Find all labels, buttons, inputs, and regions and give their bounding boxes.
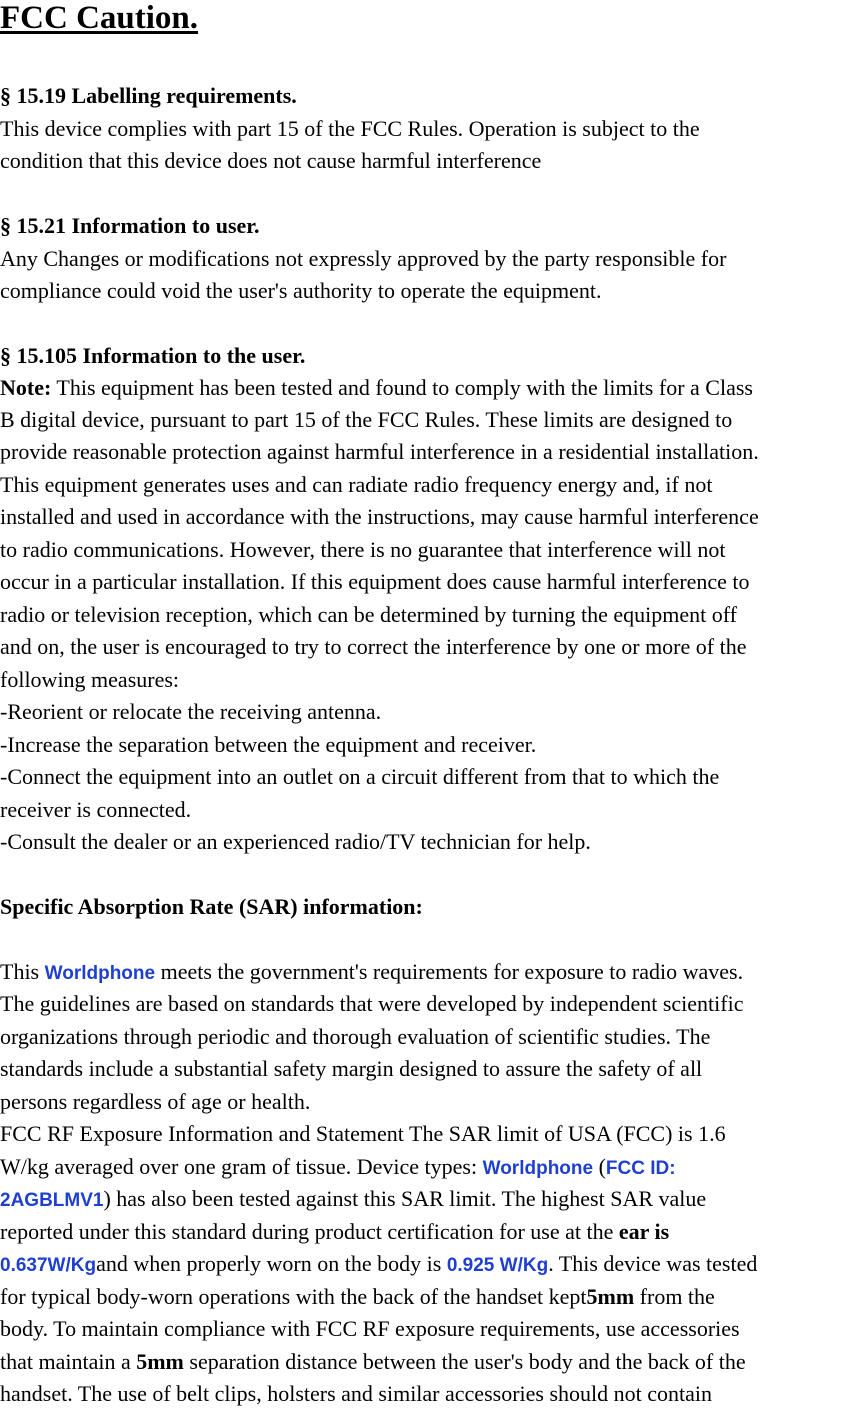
measure-item: -Consult the dealer or an experienced radio/TV technician for help. — [0, 829, 591, 854]
note-body-line: installed and used in accordance with the instructions, may cause harmful interference — [0, 504, 759, 529]
section-15-105-heading: § 15.105 Information to the user. — [0, 343, 306, 368]
sar-line: The guidelines are based on standards that were developed by independent scientific — [0, 991, 744, 1016]
distance-value: 5mm — [136, 1349, 184, 1374]
sar-line — [0, 1281, 715, 1313]
sar-text: ) has also been tested against this SAR limit. The highest SAR value — [103, 1186, 707, 1211]
fcc-id-value: 2AGBLMV1 — [0, 1190, 104, 1211]
ear-sar-value: 0.637W/Kg — [0, 1255, 97, 1276]
brand-name: Worldphone — [44, 963, 156, 984]
body-sar-value: 0.925 W/Kg — [446, 1255, 549, 1276]
note-body-line: provide reasonable protection against harmful interference in a residential installation. — [0, 439, 759, 464]
sar-text: and when properly worn on the body is — [96, 1251, 447, 1276]
section-15-21-heading: § 15.21 Information to user. — [0, 213, 260, 238]
sar-text: that maintain a — [0, 1349, 137, 1374]
note-body-line: and on, the user is encouraged to try to correct the interference by one or more of the — [0, 634, 747, 659]
distance-value: 5mm — [586, 1284, 635, 1309]
sar-text: . This device was tested — [548, 1251, 758, 1276]
sar-text: This — [0, 959, 45, 984]
sar-heading: Specific Absorption Rate (SAR) information: — [0, 894, 423, 919]
note-body-line: This equipment generates uses and can radiate radio frequency energy and, if not — [0, 472, 713, 497]
section-15-19-line: This device complies with part 15 of the FCC Rules. Operation is subject to the — [0, 116, 700, 141]
sar-line: body. To maintain compliance with FCC RF exposure requirements, use accessories — [0, 1316, 740, 1341]
measure-item: receiver is connected. — [0, 797, 192, 822]
measure-item: -Reorient or relocate the receiving antenna. — [0, 699, 382, 724]
brand-name: Worldphone — [482, 1158, 594, 1179]
note-body-line: radio or television reception, which can be determined by turning the equipment off — [0, 602, 737, 627]
sar-line — [0, 1183, 706, 1217]
note-line — [0, 372, 753, 404]
fcc-id-label: FCC ID: — [605, 1158, 676, 1179]
sar-text: from the — [634, 1284, 715, 1309]
sar-line: FCC RF Exposure Information and Statement The SAR limit of USA (FCC) is 1.6 — [0, 1121, 726, 1146]
note-label: Note: — [0, 375, 52, 400]
note-body-line: occur in a particular installation. If this equipment does cause harmful interference to — [0, 569, 750, 594]
sar-line: standards include a substantial safety margin designed to assure the safety of all — [0, 1056, 703, 1081]
section-15-19-line: condition that this device does not cause harmful interference — [0, 148, 542, 173]
sar-line: handset. The use of belt clips, holsters and similar accessories should not contain — [0, 1381, 712, 1406]
sar-text: W/kg averaged over one gram of tissue. Device types: — [0, 1154, 483, 1179]
sar-line — [0, 1248, 757, 1282]
sar-text: ( — [593, 1154, 606, 1179]
sar-line — [0, 956, 743, 990]
note-body-line: to radio communications. However, there is no guarantee that interference will not — [0, 537, 726, 562]
measure-item: -Increase the separation between the equipment and receiver. — [0, 732, 537, 757]
section-15-21-line: compliance could void the user's authority to operate the equipment. — [0, 278, 602, 303]
note-body-line: following measures: — [0, 667, 180, 692]
sar-line — [0, 1346, 746, 1378]
sar-text: for typical body-worn operations with the back of the handset kept — [0, 1284, 587, 1309]
measure-item: -Connect the equipment into an outlet on a circuit different from that to which the — [0, 764, 720, 789]
sar-text: meets the government's requirements for exposure to radio waves. — [155, 959, 744, 984]
sar-line: organizations through periodic and thorough evaluation of scientific studies. The — [0, 1024, 711, 1049]
sar-text: separation distance between the user's body and the back of the — [183, 1349, 746, 1374]
sar-line — [0, 1151, 676, 1185]
note-body-line: B digital device, pursuant to part 15 of the FCC Rules. These limits are designed to — [0, 407, 733, 432]
section-15-21-line: Any Changes or modifications not expressly approved by the party responsible for — [0, 246, 727, 271]
note-text: This equipment has been tested and found to comply with the limits for a Class — [51, 375, 753, 400]
section-15-19-heading: § 15.19 Labelling requirements. — [0, 83, 297, 108]
sar-line — [0, 1216, 669, 1248]
ear-label: ear is — [618, 1219, 670, 1244]
sar-text: reported under this standard during product certification for use at the — [0, 1219, 619, 1244]
page-title: FCC Caution. — [0, 0, 199, 36]
sar-line: persons regardless of age or health. — [0, 1089, 311, 1114]
